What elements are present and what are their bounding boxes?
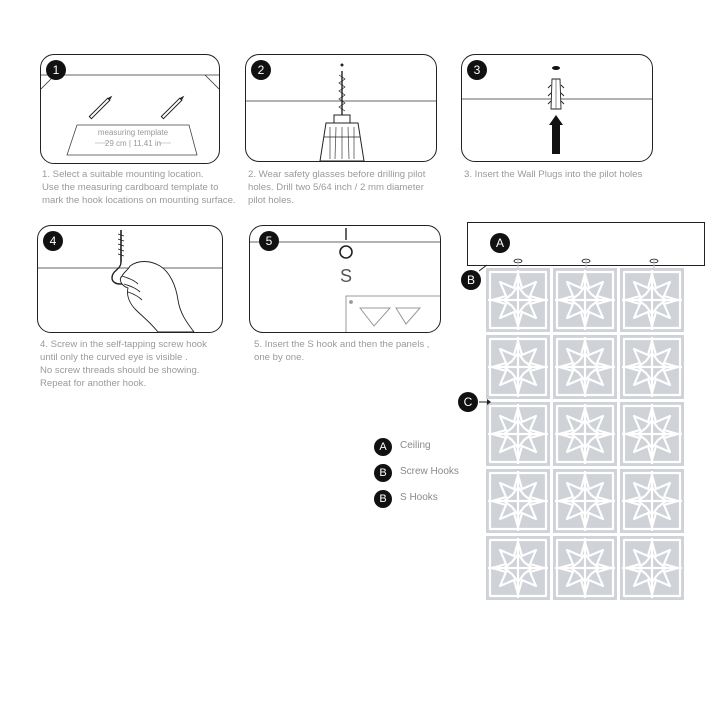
decor-panel (620, 469, 684, 533)
decor-panel (486, 469, 550, 533)
screw-hook-icon (340, 228, 352, 258)
decor-panel (620, 268, 684, 332)
decor-panel (620, 536, 684, 600)
decor-panel (553, 536, 617, 600)
step-2-panel (245, 54, 437, 162)
step-2-caption: 2. Wear safety glasses before drilling pilot holes. Drill two 5/64 inch / 2 mm diameter pilot holes. (248, 169, 426, 206)
decor-panel (620, 335, 684, 399)
step-5-caption: 5. Insert the S hook and then the panels , one by one. (254, 339, 430, 363)
legend-badge: B (374, 464, 392, 482)
decor-panel (486, 536, 550, 600)
step-1-panel (40, 54, 220, 164)
wall-plug-icon (548, 79, 564, 109)
template-measure: 29 cm | 11.41 in (104, 139, 162, 148)
step-3-caption: 3. Insert the Wall Plugs into the pilot holes (464, 169, 643, 180)
step-1-badge: 1 (46, 60, 66, 80)
screw-hook-marker: B (461, 270, 481, 290)
arrow-up-icon (549, 115, 563, 154)
arrow-right-icon (479, 398, 491, 406)
legend-badge: A (374, 438, 392, 456)
step-4-caption: 4. Screw in the self-tapping screw hook until only the curved eye is visible . No screw threads should be showing. Repeat for another hook. (40, 339, 207, 389)
step-4-panel (37, 225, 223, 333)
decor-panel (553, 402, 617, 466)
step-1-caption: 1. Select a suitable mounting location. Use the measuring cardboard template to mark the hook locations on mounting surface. (42, 169, 236, 206)
pencil-icon (161, 95, 185, 119)
step-3-badge: 3 (467, 60, 487, 80)
step-4-illustration (38, 226, 222, 332)
step-3-illustration (462, 55, 652, 161)
step-5-panel (249, 225, 441, 333)
decor-panel (553, 335, 617, 399)
arrow-icon (479, 263, 489, 273)
s-hook-icon: S (339, 266, 353, 286)
legend-label: Screw Hooks (400, 466, 459, 477)
step-2-illustration (246, 55, 436, 161)
step-1-illustration (41, 55, 219, 163)
hand-icon (120, 262, 194, 333)
decor-panel (620, 402, 684, 466)
panel-fragment (346, 296, 440, 332)
legend-label: S Hooks (400, 492, 438, 503)
step-5-badge: 5 (259, 231, 279, 251)
legend-badge: B (374, 490, 392, 508)
step-2-badge: 2 (251, 60, 271, 80)
decor-panel (486, 402, 550, 466)
template-title: measuring template (97, 128, 169, 137)
s-hook-marker: C (458, 392, 478, 412)
legend-label: Ceiling (400, 440, 431, 451)
decor-panel (486, 268, 550, 332)
ceiling-marker: A (490, 233, 510, 253)
panel-grid (478, 258, 698, 618)
step-3-panel (461, 54, 653, 162)
decor-panel (486, 335, 550, 399)
step-4-badge: 4 (43, 231, 63, 251)
decor-panel (553, 268, 617, 332)
decor-panel (553, 469, 617, 533)
pencil-icon (89, 95, 113, 119)
